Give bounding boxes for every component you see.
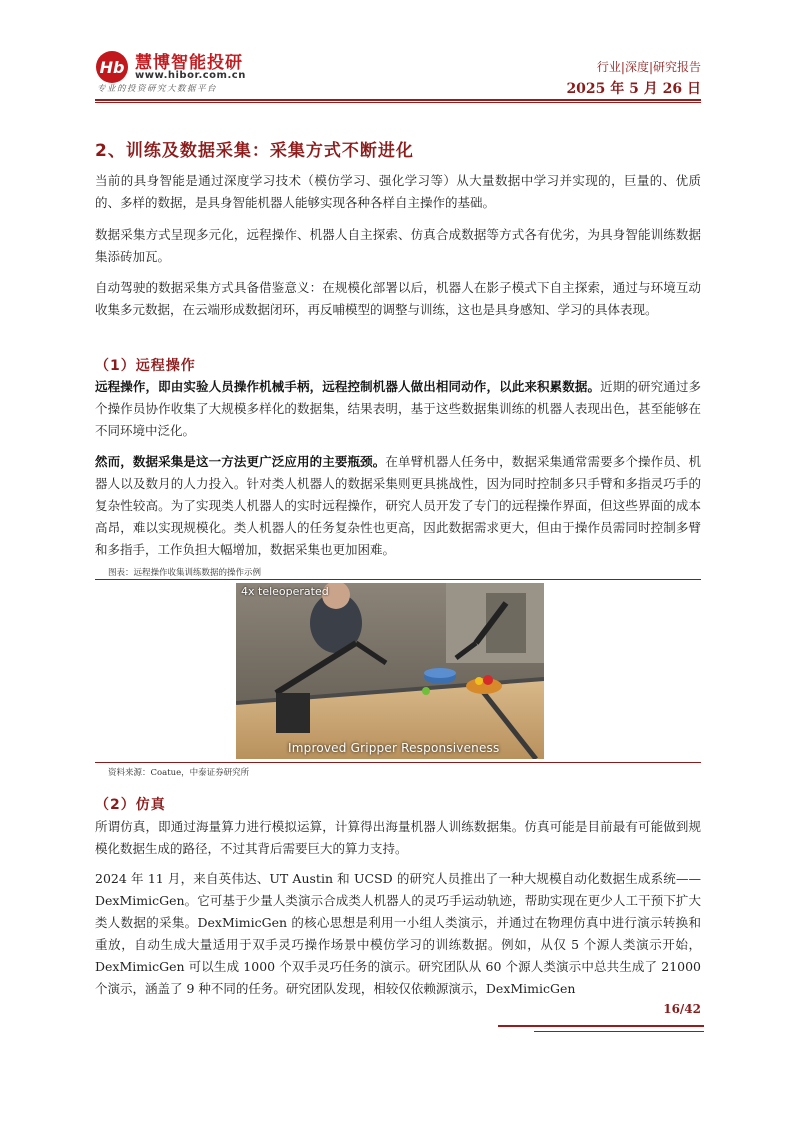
intro-paragraph-3: 自动驾驶的数据采集方式具备借鉴意义：在规模化部署以后，机器人在影子模式下自主探索，通过与环境互动收集多元数据，在云端形成数据闭环，再反哺模型的调整与训练，这也是具身感知、学习的具体表现。 [95,280,701,317]
logo-slogan: 专业的投资研究大数据平台 [97,84,218,94]
report-type: 行业|深度|研究报告 [596,60,701,74]
simulation-paragraph-2: 2024 年 11 月，来自英伟达、UT Austin 和 UCSD 的研究人员推出了一种大规模自动化数据生成系统——DexMimicGen。它可基于少量人类演示合成类人机器人的灵巧手运动轨迹，帮助实现在更少人工干预下扩大类人数据的采集。DexMimicGen 的核心思想是利用一小组人类演示，并通过在物理仿真中进行演示转换和重放，自动生成大量适用于双手灵巧操作场景中模仿学习的训练数据。例如，从仅 5 个源人类演示开始，DexMimicGen 可以生成 1000 个双手灵巧任务的演示。研究团队从 60 个源人类演示中总共生成了 21000 个演示，涵盖了 9 种不同的任务。研究团队发现，相较仅依赖源演示，DexMimicGen [95,871,701,996]
teleop-paragraph-1-bold: 远程操作，即由实验人员操作机械手柄，远程控制机器人做出相同动作，以此来积累数据。 [95,379,601,394]
simulation-paragraph-1: 所谓仿真，即通过海量算力进行模拟运算，计算得出海量机器人训练数据集。仿真可能是目前最有可能做到规模化数据生成的路径，不过其背后需要巨大的算力支持。 [95,819,701,856]
intro-paragraph-2: 数据采集方式呈现多元化，远程操作、机器人自主探索、仿真合成数据等方式各有优劣，为具身智能训练数据集添砖加瓦。 [95,227,701,264]
photo-overlay-bottom: Improved Gripper Responsiveness [288,741,500,755]
teleop-paragraph-2 [95,451,701,561]
figure-top-rule [95,579,701,580]
teleop-paragraph-1-rest: 近期的研究通过多个操作员协作收集了大规模多样化的数据集，结果表明，基于这些数据集训练的机器人表现出色，甚至能够在不同环境中泛化。 [95,379,701,438]
report-date: 2025 年 5 月 26 日 [566,81,701,97]
page-header [95,48,701,100]
header-divider-thin [95,102,701,103]
header-divider [95,99,701,101]
teleop-paragraph-1 [95,376,701,442]
footer-rule [498,1025,704,1027]
figure-bottom-rule [95,762,701,763]
figure-source: 资料来源：Coatue，中泰证券研究所 [108,768,250,778]
photo-overlay-top: 4x teleoperated [241,585,329,598]
teleoperation-scene-image [236,583,544,759]
section-title: 2、训练及数据采集：采集方式不断进化 [95,141,414,161]
page-number: 16/42 [663,1002,701,1016]
subsection-title-simulation: （2）仿真 [95,797,166,813]
logo-name: 慧博智能投研 [135,53,243,73]
teleop-paragraph-2-bold: 然而，数据采集是这一方法更广泛应用的主要瓶颈。 [95,454,386,469]
teleoperation-photo [236,583,544,759]
intro-paragraph-1: 当前的具身智能是通过深度学习技术（模仿学习、强化学习等）从大量数据中学习并实现的，巨量的、优质的、多样的数据，是具身智能机器人能够实现各种各样自主操作的基础。 [95,173,701,210]
teleop-paragraph-2-rest: 在单臂机器人任务中，数据采集通常需要多个操作员、机器人以及数月的人力投入。针对类人机器人的数据采集则更具挑战性，因为同时控制多只手臂和多指灵巧手的复杂性较高。为了实现类人机器人的实时远程操作，研究人员开发了专门的远程操作界面，但这些界面的成本高昂，难以实现规模化。类人机器人的任务复杂性也更高，因此数据需求更大，但由于操作员需同时控制多臂和多指手，工作负担大幅增加，数据采集也更加困难。 [95,454,701,557]
hibor-logo-icon [95,50,129,84]
logo-url: www.hibor.com.cn [135,70,246,81]
figure-caption: 图表：远程操作收集训练数据的操作示例 [108,568,262,578]
subsection-title-teleoperation: （1）远程操作 [95,358,196,374]
svg-text:Hb: Hb [99,58,125,77]
footer-rule-thin [534,1031,704,1032]
